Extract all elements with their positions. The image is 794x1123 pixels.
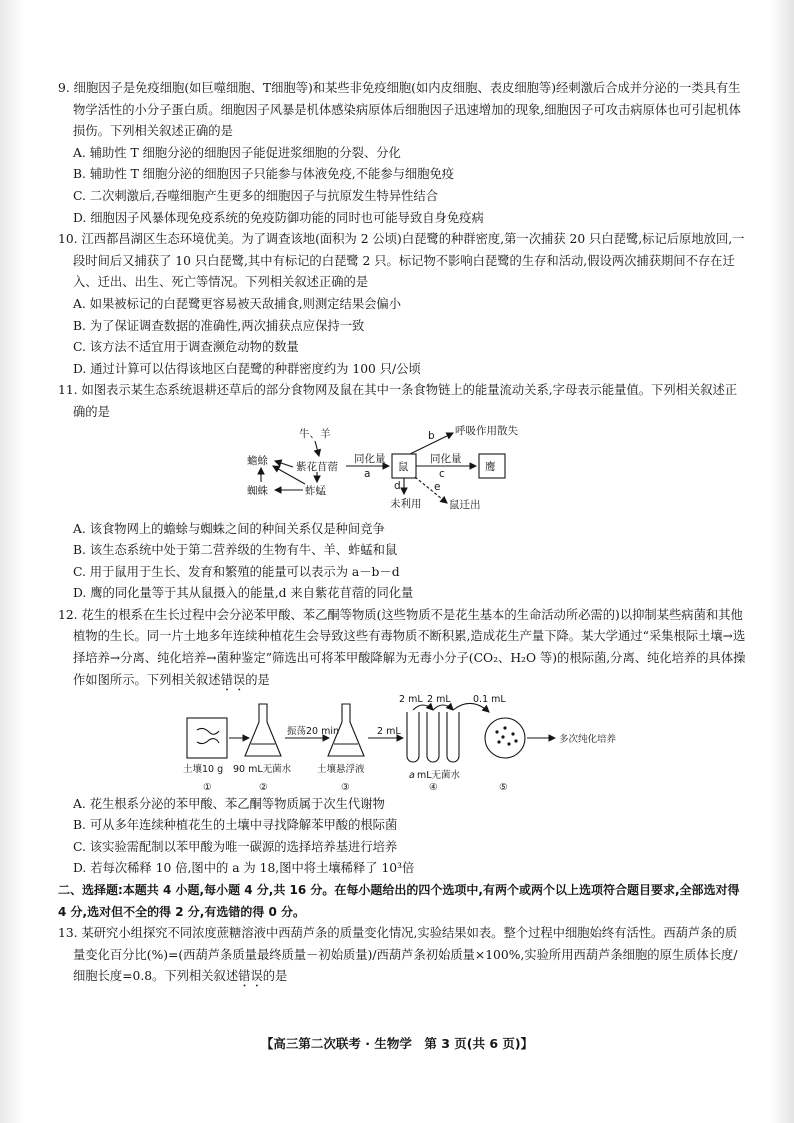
- test-tube-1: [407, 712, 419, 762]
- q10-option-d: D. 通过计算可以估得该地区白琵鹭的种群密度约为 100 只/公顷: [73, 361, 421, 376]
- label-unused: 未利用: [390, 497, 422, 510]
- label-soil: 土壤10 g: [183, 763, 224, 775]
- label-step-5: ⑤: [499, 781, 508, 793]
- label-hawk: 鹰: [485, 460, 496, 473]
- label-water-a: mL无菌水: [417, 769, 461, 781]
- label-d: d: [394, 479, 401, 492]
- label-a: a: [364, 467, 371, 480]
- q9-stem: 9. 细胞因子是免疫细胞(如巨噬细胞、T细胞等)和某些非免疫细胞(如内皮细胞、表皮细胞等)经刺激后合成并分泌的一类具有生物学活性的小分子蛋白质。细胞因子风暴是机体感染病原体后细胞因子迅速增加的现象,细胞因子可攻击病原体也可引起机体损伤。下列相关叙述正确的是: [58, 81, 741, 139]
- label-multi-purify: 多次纯化培养: [559, 733, 617, 745]
- colonies: [495, 726, 517, 745]
- q10-option-b: B. 为了保证调查数据的准确性,两次捕获点应保持一致: [73, 318, 365, 333]
- label-c: c: [439, 467, 445, 480]
- q12-option-b: B. 可从多年连续种植花生的土壤中寻找降解苯甲酸的根际菌: [73, 818, 398, 833]
- label-01ml: 0.1 mL: [473, 693, 506, 705]
- label-a-var: a: [409, 769, 415, 781]
- petri-plate: [485, 718, 525, 758]
- q12-emphasis: 错误: [220, 672, 246, 687]
- label-2ml: 2 mL: [377, 725, 401, 737]
- label-alfalfa: 紫花苜蓿: [296, 460, 338, 473]
- q10-option-a: A. 如果被标记的白琵鹭更容易被天敌捕食,则测定结果会偏小: [73, 296, 402, 311]
- q10-option-c: C. 该方法不适宜用于调查濒危动物的数量: [73, 340, 299, 355]
- q13-stem: [58, 923, 748, 990]
- q12-option-c: C. 该实验需配制以苯甲酸为唯一碳源的选择培养基进行培养: [73, 839, 398, 854]
- label-e: e: [434, 480, 441, 493]
- q9-option-c: C. 二次刺激后,吞噬细胞产生更多的细胞因子与抗原发生特异性结合: [73, 188, 439, 203]
- q9-option-d: D. 细胞因子风暴体现免疫系统的免疫防御功能的同时也可能导致自身免疫病: [73, 210, 484, 225]
- label-step-4: ④: [429, 781, 438, 793]
- label-suspension: 土壤悬浮液: [317, 763, 365, 775]
- dilution-diagram: [183, 694, 623, 794]
- food-web-diagram: [243, 424, 563, 519]
- q9-option-b: B. 辅助性 T 细胞分泌的细胞因子只能参与体液免疫,不能参与细胞免疫: [73, 167, 455, 182]
- label-2ml-b: 2 mL: [427, 693, 451, 705]
- q11-option-b: B. 该生态系统中处于第二营养级的生物有牛、羊、蚱蜢和鼠: [73, 543, 398, 558]
- q11-stem: 11. 如图表示某生态系统退耕还草后的部分食物网及鼠在其中一条食物链上的能量流动关系,字母表示能量值。下列相关叙述正确的是: [58, 383, 738, 419]
- arrow-alfalfa-toad: [275, 461, 293, 467]
- q12-option-a: A. 花生根系分泌的苯甲酸、苯乙酮等物质属于次生代谢物: [73, 796, 385, 811]
- q13-emphasis: 错误: [238, 969, 263, 984]
- label-step-3: ③: [341, 781, 350, 793]
- arrow-alfalfa-cattle: [315, 441, 319, 456]
- label-respiration: 呼吸作用散失: [455, 424, 518, 437]
- arrow-tube-2-3: [433, 705, 453, 710]
- label-assimilation-2: 同化量: [430, 452, 462, 465]
- label-toad: 蟾蜍: [247, 454, 268, 467]
- label-step-2: ②: [259, 781, 268, 793]
- q12-stem-text: 12. 花生的根系在生长过程中会分泌苯甲酸、苯乙酮等物质(这些物质不是花生基本的生命活动所必需的)以抑制某些病菌和其他植物的生长。同一片土地多年连续种植花生会导致这些有毒物质不断积累,造成花生产量下降。某大学通过“采集根际土壤→选择培养→分离、纯化培养→菌种鉴定”筛选出可将苯甲酸降解为无毒小分子(CO₂、H₂O 等)的根际菌,分离、纯化培养的具体操作如图所示。下列相关叙述: [58, 607, 746, 687]
- label-step-1: ①: [203, 781, 212, 793]
- q12-stem-end: 的是: [245, 672, 270, 687]
- label-grasshopper: 蚱蜢: [305, 484, 326, 497]
- q11-option-c: C. 用于鼠用于生长、发育和繁殖的能量可以表示为 a－b－d: [73, 564, 400, 579]
- label-2ml-a: 2 mL: [399, 693, 423, 705]
- q11-option-a: A. 该食物网上的蟾蜍与蜘蛛之间的种间关系仅是种间竞争: [73, 521, 385, 536]
- q9-option-a: A. 辅助性 T 细胞分泌的细胞因子能促进浆细胞的分裂、分化: [73, 145, 401, 160]
- label-mouse: 鼠: [398, 460, 409, 473]
- q10-stem: 10. 江西都昌湖区生态环境优美。为了调查该地(面积为 2 公顷)白琵鹭的种群密度,第一次捕获 20 只白琵鹭,标记后原地放回,一段时间后又捕获了 10 只白琵鹭,其中有标记的白琵鹭 2 只。标记物不影响白琵鹭的生存和活动,假设两次捕获期间不存在迁入、迁出、出生、死亡等情况。下列相关叙述正确的是: [58, 232, 745, 290]
- flask-water: [245, 704, 281, 756]
- q11-option-d: D. 鹰的同化量等于其从鼠摄入的能量,d 来自紫花苜蓿的同化量: [73, 586, 414, 601]
- food-web-svg: [243, 424, 563, 519]
- label-assimilation-1: 同化量: [354, 452, 386, 465]
- label-b: b: [428, 429, 435, 442]
- label-water90: 90 mL无菌水: [233, 763, 292, 775]
- arrow-tube-1-2: [413, 705, 433, 710]
- dilution-svg: [183, 694, 623, 794]
- page-content: [58, 78, 748, 990]
- section-2-heading: 二、选择题:本题共 4 小题,每小题 4 分,共 16 分。在每小题给出的四个选项中,有两个或两个以上选项符合题目要求,全部选对得 4 分,选对但不全的得 2 分,有选错的得 0 分。: [58, 883, 740, 919]
- test-tube-2: [427, 712, 439, 762]
- q13-stem-text: 13. 某研究小组探究不同浓度蔗糖溶液中西葫芦条的质量变化情况,实验结果如表。整个过程中细胞始终有活性。西葫芦条的质量变化百分比(%)=(西葫芦条质量最终质量－初始质量)/西葫芦条初始质量×100%,实验所用西葫芦条细胞的原生质体长度/细胞长度=0.8。下列相关叙述: [58, 926, 738, 984]
- soil-box: [187, 718, 227, 758]
- q13-stem-end: 的是: [262, 969, 288, 984]
- test-tube-3: [447, 712, 459, 762]
- q12-stem: [58, 605, 748, 694]
- page-footer: 【高三第二次联考 · 生物学 第 3 页(共 6 页)】: [260, 1036, 534, 1051]
- q12-option-d: D. 若每次稀释 10 倍,图中的 a 为 18,图中将土壤稀释了 10³倍: [73, 861, 415, 876]
- label-cattle-sheep: 牛、羊: [299, 427, 331, 440]
- label-spider: 蜘蛛: [247, 484, 268, 497]
- soil-sample-icon: [197, 728, 219, 743]
- label-emigrate: 鼠迁出: [449, 498, 481, 511]
- label-shake: 振荡20 min: [287, 725, 340, 737]
